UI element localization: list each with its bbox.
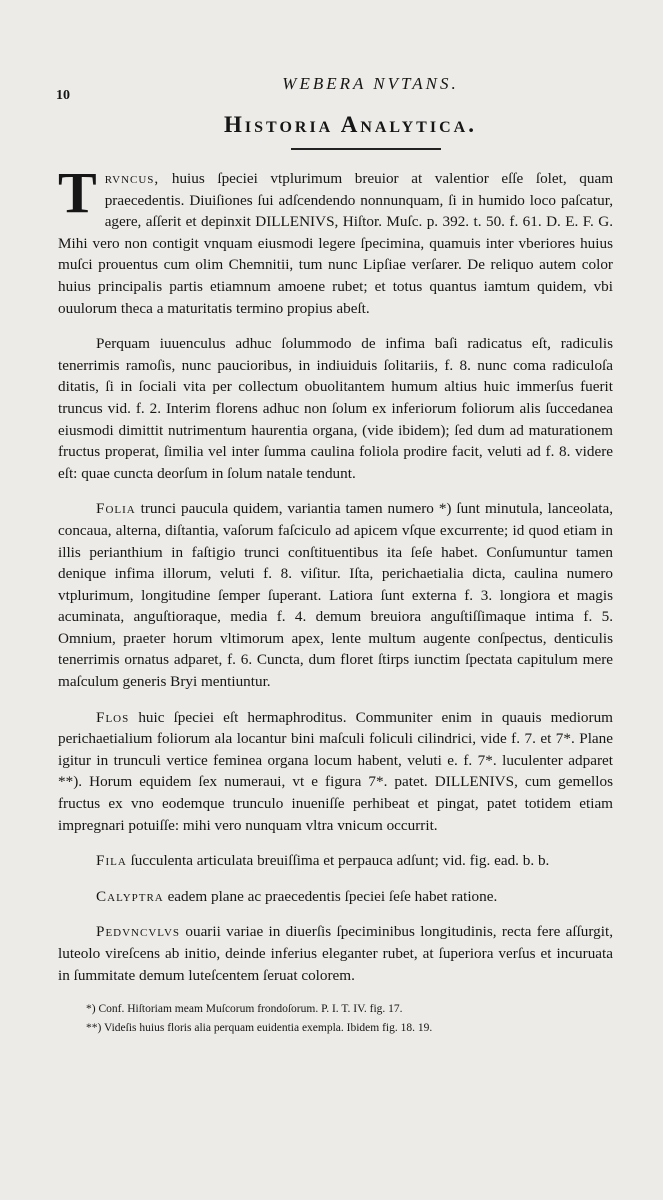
footnotes [58, 1000, 613, 1038]
paragraph-text: huic ſpeciei eſt hermaphroditus. Communiter enim in quauis mediorum perichaetialium foliorum ala locantur bini maſculi foliculi cilindrici, vide f. 7. et 7*. Plane igitur in trunculi vertice feminea organa locum habent, veluti e. f. 7*. luculenter adparet **). Horum equidem ſex numeraui, vt e figura 7*. patet. DILLENIVS, cum gemellos fructus ex vno eodemque trunculo inueniſſe perhibeat et pingat, patet totidem etiam impregnari potuiſſe: mihi vero nunquam vltra vnicum occurrit. [58, 708, 613, 834]
paragraph-text: Perquam iuuenculus adhuc ſolummodo de infima baſi radicatus eſt, radiculis tenerrimis ramoſis, nunc paucioribus, in indiuiduis ſolitariis, f. 8. nunc coma radiculoſa ditatis, ſi in ſociali vita per collectum obuolitantem humum altius huic immerſus fuerit truncus vid. f. 2. Interim florens adhuc non ſolum ex inferiorum foliorum alis ſuccedanea eiusmodi dimittit nutrimentum haurentia organa, (vide ibidem); ſed dum ad maturationem fructus properat, ſimilia vel inter ſumma caulina foliola prodire facit, veluti ad f. 8. videre eſt: quae cuncta deorſum in ſolum natale tendunt. [58, 335, 613, 482]
paragraph-text: ouarii variae in diuerſis ſpeciminibus longitudinis, recta fere aſſurgit, luteolo vireſcens ab initio, deinde inferius eleganter rubet, at ſuperiora verſus et incuruata in ſummitate demum luteſcentem ſeruat colorem. [58, 923, 614, 984]
paragraph-fila [58, 850, 613, 872]
paragraph-flos [58, 707, 613, 837]
paragraph-lead: Calyptra [96, 887, 164, 905]
paragraph-radicatio [58, 333, 613, 484]
title-rule [291, 148, 441, 150]
footnote: **) Videſis huius floris alia perquam euidentia exempla. Ibidem fig. 18. 19. [86, 1022, 433, 1035]
paragraph-lead: Flos [96, 708, 130, 726]
paragraph-lead: Fila [96, 852, 127, 870]
running-head: WEBERA NVTANS. [282, 74, 459, 93]
paragraph-lead: rvncus, [104, 170, 160, 187]
paragraph-text: trunci paucula quidem, variantia tamen numero *) ſunt minutula, lanceolata, concaua, alterna, diſtantia, vaſorum faſciculo ad apicem vſque excurrente; id quod etiam in illis perianthium in faſtigio trunci conſtituentibus ita ſeſe habet. Conſumuntur tamen denique infima illorum, veluti f. 8. viſitur. Iſta, perichaetialia dicta, caulina numero vtplurimum, longitudine ſemper ſuperant. Latiora ſunt externa f. 3. longiora et magis acuminata, anguſtioraque, media f. 4. demum breuiora anguſtiſſimaque intima f. 5. Omnium, praeter horum vltimorum apex, lente multum augente conſpectus, denticulis tenerrimis ornatus adparet, f. 6. Cuncta, dum floret ſtirps iunctim ſpectata capitulum mere maſculum generis Bryi mentiuntur. [58, 500, 614, 691]
footnote: *) Conf. Hiſtoriam meam Muſcorum frondoſorum. P. I. T. IV. fig. 17. [86, 1003, 403, 1016]
page-number: 10 [56, 88, 70, 103]
paragraph-calyptra [58, 886, 613, 908]
dropcap: T [58, 160, 97, 225]
body-text [58, 160, 614, 986]
paragraph-truncus [58, 160, 614, 319]
paragraph-lead: Folia [96, 500, 136, 518]
paragraph-lead: Pedvncvlvs [96, 923, 181, 941]
paragraph-text: huius ſpeciei vtplurimum breuior at valentior eſſe ſolet, quam praecedentis. Diuiſiones ſui adſcendendo nonnunquam, ſi in humido loco paſcatur, agere, aſſerit et depinxit DILLENIVS, Hiſtor. Muſc. p. 392. t. 50. f. 61. D. E. F. G. Mihi vero non contigit vnquam eiusmodi legere ſpecimina, quamuis inter vberiores huius muſci prouentus cum olim Chemnitii, tum nunc Lipſiae verſarer. De reliquo autem color huius principalis partis etiamnum amoene rubet; et totus quantus iamtum quidem, vbi ouulorum theca a maturitatis termino propius abeſt. [58, 170, 614, 317]
paragraph-text: eadem plane ac praecedentis ſpeciei ſeſe habet ratione. [167, 887, 498, 905]
paragraph-text: ſucculenta articulata breuiſſima et perpauca adſunt; vid. fig. ead. b. b. [130, 852, 550, 870]
paragraph-pedunculus [58, 921, 613, 986]
section-title: Historia Analytica. [224, 112, 477, 137]
paragraph-folia [58, 498, 613, 692]
